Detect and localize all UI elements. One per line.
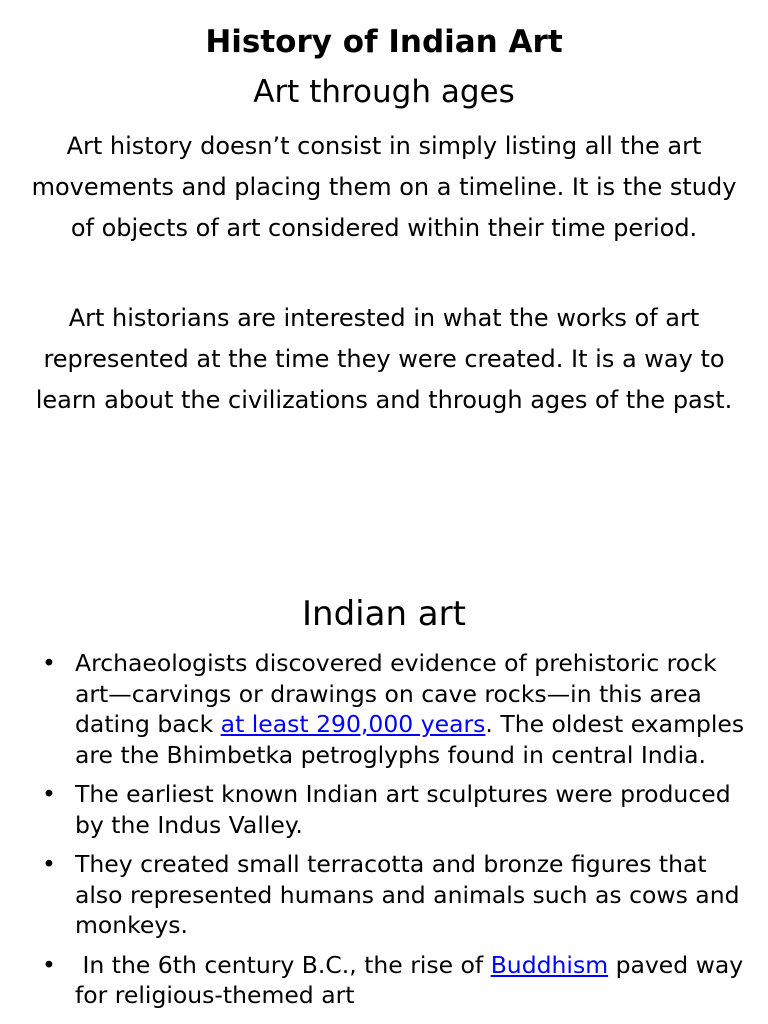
bullet-item-terracotta-bronze	[0, 849, 768, 941]
slide-subtitle: Art through ages	[253, 74, 515, 110]
slide-title: Indian art	[302, 594, 466, 634]
paragraph-art-history: Art history doesn’t consist in simply listing all the art movements and placing them on a timeline. It is the study of objects of art considered within their time period.	[31, 132, 737, 242]
bullet-text: . The oldest examples are the Bhimbetka petroglyphs found in central India.	[75, 710, 745, 769]
bullet-icon: •	[42, 950, 56, 979]
bullet-text: They created small terracotta and bronze figures that also represented humans and animals such as cows and monkeys.	[75, 850, 740, 939]
bullet-text: In the 6th century B.C., the rise of	[75, 950, 491, 979]
bullet-text: paved way for religious-themed art	[75, 950, 744, 1009]
bullet-icon: •	[42, 649, 56, 677]
bullet-item-prehistoric-rock-art	[0, 648, 768, 770]
paragraph-art-historians: Art historians are interested in what the works of art represented at the time they were created. It is a way to learn about the civilizations and through ages of the past.	[35, 304, 733, 414]
bullet-text: The earliest known Indian art sculptures were produced by the Indus Valley.	[75, 780, 731, 839]
bullet-list	[0, 648, 768, 1020]
link-buddhism[interactable]: Buddhism	[490, 950, 609, 979]
bullet-icon: •	[42, 780, 56, 808]
bullet-icon: •	[42, 850, 56, 878]
slide-indian-art	[0, 512, 768, 1024]
slide-title: History of Indian Art	[205, 24, 563, 60]
bullet-item-buddhism	[0, 950, 768, 1011]
bullet-text: Archaeologists discovered evidence of prehistoric rock art—carvings or drawings on cave rocks—in this area dating back	[75, 649, 717, 738]
bullet-item-indus-valley	[0, 779, 768, 840]
link-at-least-290000-years[interactable]: at least 290,000 years	[220, 710, 486, 738]
